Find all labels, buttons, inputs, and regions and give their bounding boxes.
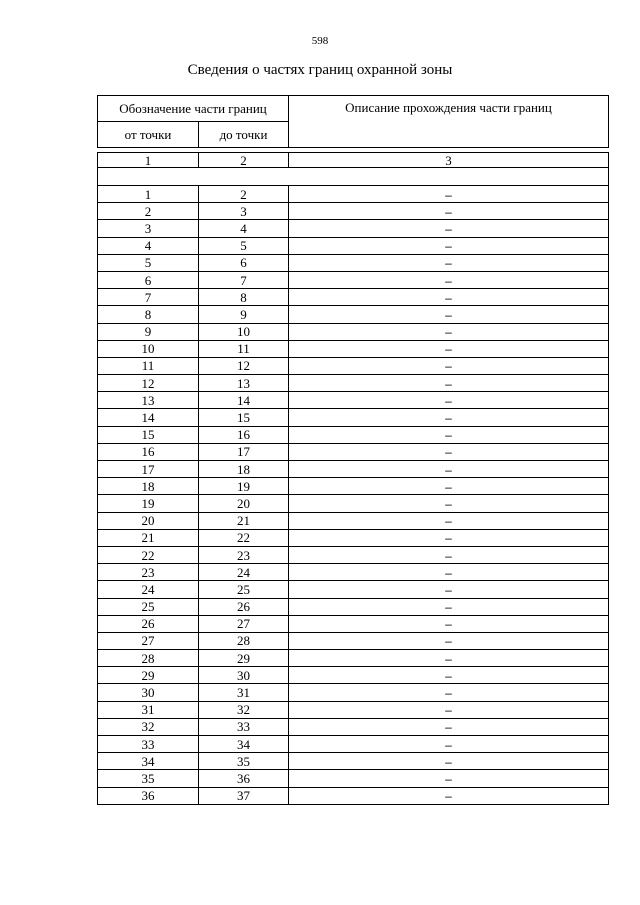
table-row: [98, 271, 609, 288]
description-dash: –: [445, 737, 452, 752]
description-cell: [289, 512, 609, 529]
header-row-group: [98, 96, 609, 122]
description-dash: –: [445, 514, 452, 529]
description-cell: [289, 340, 609, 357]
description-dash: –: [445, 307, 452, 322]
from-point-cell: 27: [98, 632, 199, 649]
description-cell: [289, 632, 609, 649]
from-point-cell: 3: [98, 220, 199, 237]
description-dash: –: [445, 720, 452, 735]
description-dash: –: [445, 668, 452, 683]
description-dash: –: [445, 462, 452, 477]
column-number-2: 2: [199, 153, 289, 168]
page-number: 598: [311, 35, 329, 47]
description-dash: –: [445, 754, 452, 769]
description-dash: –: [445, 703, 452, 718]
from-point-cell: 18: [98, 478, 199, 495]
from-point-cell: 36: [98, 787, 199, 804]
description-dash: –: [445, 290, 452, 305]
description-cell: [289, 289, 609, 306]
column-number-3: 3: [289, 153, 609, 168]
description-cell: [289, 375, 609, 392]
description-cell: [289, 461, 609, 478]
from-point-cell: 14: [98, 409, 199, 426]
description-cell: [289, 478, 609, 495]
description-cell: [289, 409, 609, 426]
from-point-cell: 29: [98, 667, 199, 684]
table-row: [98, 512, 609, 529]
table-row: [98, 323, 609, 340]
description-cell: [289, 564, 609, 581]
to-point-cell: 3: [199, 203, 289, 220]
from-point-cell: 2: [98, 203, 199, 220]
to-point-cell: 27: [199, 615, 289, 632]
from-point-cell: 19: [98, 495, 199, 512]
column-number-1: 1: [98, 153, 199, 168]
description-dash: –: [445, 359, 452, 374]
description-dash: –: [445, 325, 452, 340]
from-point-cell: 32: [98, 718, 199, 735]
to-point-cell: 21: [199, 512, 289, 529]
from-point-cell: 5: [98, 254, 199, 271]
to-point-cell: 14: [199, 392, 289, 409]
to-point-cell: 11: [199, 340, 289, 357]
from-point-cell: 13: [98, 392, 199, 409]
to-point-cell: 5: [199, 237, 289, 254]
from-point-cell: 20: [98, 512, 199, 529]
table-row: [98, 529, 609, 546]
from-point-cell: 9: [98, 323, 199, 340]
section-row: [98, 168, 609, 186]
from-point-cell: 28: [98, 650, 199, 667]
description-cell: [289, 736, 609, 753]
table-row: [98, 753, 609, 770]
from-point-cell: 33: [98, 736, 199, 753]
to-point-cell: 4: [199, 220, 289, 237]
description-cell: [289, 203, 609, 220]
from-point-cell: 35: [98, 770, 199, 787]
description-cell: [289, 770, 609, 787]
table-row: [98, 237, 609, 254]
description-cell: [289, 650, 609, 667]
to-point-cell: 12: [199, 357, 289, 374]
section-cell: [98, 168, 609, 186]
description-dash: –: [445, 342, 452, 357]
description-cell: [289, 186, 609, 203]
from-point-cell: 4: [98, 237, 199, 254]
description-dash: –: [445, 479, 452, 494]
to-point-cell: 9: [199, 306, 289, 323]
from-point-cell: 31: [98, 701, 199, 718]
to-point-cell: 31: [199, 684, 289, 701]
table-row: [98, 375, 609, 392]
description-dash: –: [445, 771, 452, 786]
to-point-cell: 22: [199, 529, 289, 546]
table-row: [98, 770, 609, 787]
from-point-cell: 6: [98, 271, 199, 288]
table-row: [98, 581, 609, 598]
table-row: [98, 443, 609, 460]
header-group-cell: Обозначение части границ: [98, 96, 289, 122]
from-point-cell: 7: [98, 289, 199, 306]
description-cell: [289, 237, 609, 254]
to-point-cell: 15: [199, 409, 289, 426]
from-point-cell: 30: [98, 684, 199, 701]
from-point-cell: 34: [98, 753, 199, 770]
table-row: [98, 495, 609, 512]
table-row: [98, 701, 609, 718]
table-row: [98, 478, 609, 495]
table-row: [98, 306, 609, 323]
description-dash: –: [445, 393, 452, 408]
description-cell: [289, 357, 609, 374]
to-point-cell: 26: [199, 598, 289, 615]
from-point-cell: 24: [98, 581, 199, 598]
from-point-cell: 1: [98, 186, 199, 203]
from-point-cell: 21: [98, 529, 199, 546]
table-row: [98, 426, 609, 443]
description-cell: [289, 220, 609, 237]
table-row: [98, 667, 609, 684]
to-point-cell: 29: [199, 650, 289, 667]
to-point-cell: 24: [199, 564, 289, 581]
description-cell: [289, 426, 609, 443]
description-dash: –: [445, 531, 452, 546]
description-cell: [289, 392, 609, 409]
to-point-cell: 36: [199, 770, 289, 787]
description-dash: –: [445, 686, 452, 701]
from-point-cell: 25: [98, 598, 199, 615]
table-row: [98, 718, 609, 735]
to-point-cell: 16: [199, 426, 289, 443]
to-point-cell: 7: [199, 271, 289, 288]
description-dash: –: [445, 582, 452, 597]
table-row: [98, 409, 609, 426]
to-point-cell: 19: [199, 478, 289, 495]
description-dash: –: [445, 565, 452, 580]
description-dash: –: [445, 239, 452, 254]
description-cell: [289, 529, 609, 546]
description-dash: –: [445, 221, 452, 236]
description-cell: [289, 306, 609, 323]
from-point-cell: 10: [98, 340, 199, 357]
description-cell: [289, 443, 609, 460]
description-dash: –: [445, 411, 452, 426]
column-number-row: [98, 153, 609, 168]
description-dash: –: [445, 256, 452, 271]
header-description-cell: Описание прохождения части границ: [289, 96, 609, 148]
table-row: [98, 461, 609, 478]
table-row: [98, 220, 609, 237]
boundary-parts-table: [97, 95, 609, 805]
description-cell: [289, 546, 609, 563]
table-row: [98, 357, 609, 374]
description-dash: –: [445, 651, 452, 666]
description-dash: –: [445, 428, 452, 443]
description-dash: –: [445, 204, 452, 219]
to-point-cell: 32: [199, 701, 289, 718]
document-title: Сведения о частях границ охранной зоны: [187, 62, 453, 78]
table-row: [98, 650, 609, 667]
description-cell: [289, 667, 609, 684]
to-point-cell: 10: [199, 323, 289, 340]
to-point-cell: 28: [199, 632, 289, 649]
to-point-cell: 18: [199, 461, 289, 478]
table-row: [98, 632, 609, 649]
to-point-cell: 25: [199, 581, 289, 598]
description-dash: –: [445, 496, 452, 511]
description-dash: –: [445, 273, 452, 288]
description-dash: –: [445, 600, 452, 615]
description-dash: –: [445, 789, 452, 804]
to-point-cell: 20: [199, 495, 289, 512]
description-dash: –: [445, 445, 452, 460]
from-point-cell: 11: [98, 357, 199, 374]
to-point-cell: 35: [199, 753, 289, 770]
table-row: [98, 598, 609, 615]
description-cell: [289, 581, 609, 598]
table-row: [98, 203, 609, 220]
from-point-cell: 23: [98, 564, 199, 581]
to-point-cell: 6: [199, 254, 289, 271]
description-cell: [289, 495, 609, 512]
table-row: [98, 186, 609, 203]
to-point-cell: 2: [199, 186, 289, 203]
to-point-cell: 34: [199, 736, 289, 753]
description-cell: [289, 323, 609, 340]
from-point-cell: 12: [98, 375, 199, 392]
description-cell: [289, 615, 609, 632]
description-cell: [289, 718, 609, 735]
description-cell: [289, 701, 609, 718]
description-dash: –: [445, 617, 452, 632]
from-point-cell: 15: [98, 426, 199, 443]
table-row: [98, 392, 609, 409]
to-point-cell: 13: [199, 375, 289, 392]
from-point-cell: 17: [98, 461, 199, 478]
header-from-cell: от точки: [98, 122, 199, 148]
description-dash: –: [445, 548, 452, 563]
table-row: [98, 564, 609, 581]
description-cell: [289, 598, 609, 615]
to-point-cell: 33: [199, 718, 289, 735]
to-point-cell: 17: [199, 443, 289, 460]
to-point-cell: 8: [199, 289, 289, 306]
table-row: [98, 615, 609, 632]
table-row: [98, 546, 609, 563]
to-point-cell: 30: [199, 667, 289, 684]
to-point-cell: 23: [199, 546, 289, 563]
table-row: [98, 787, 609, 804]
to-point-cell: 37: [199, 787, 289, 804]
description-cell: [289, 271, 609, 288]
description-cell: [289, 753, 609, 770]
from-point-cell: 8: [98, 306, 199, 323]
header-to-cell: до точки: [199, 122, 289, 148]
table-row: [98, 254, 609, 271]
description-dash: –: [445, 376, 452, 391]
from-point-cell: 22: [98, 546, 199, 563]
table-row: [98, 289, 609, 306]
description-cell: [289, 254, 609, 271]
from-point-cell: 26: [98, 615, 199, 632]
description-dash: –: [445, 187, 452, 202]
table-row: [98, 684, 609, 701]
from-point-cell: 16: [98, 443, 199, 460]
description-dash: –: [445, 634, 452, 649]
table-row: [98, 340, 609, 357]
description-cell: [289, 787, 609, 804]
table-row: [98, 736, 609, 753]
description-cell: [289, 684, 609, 701]
